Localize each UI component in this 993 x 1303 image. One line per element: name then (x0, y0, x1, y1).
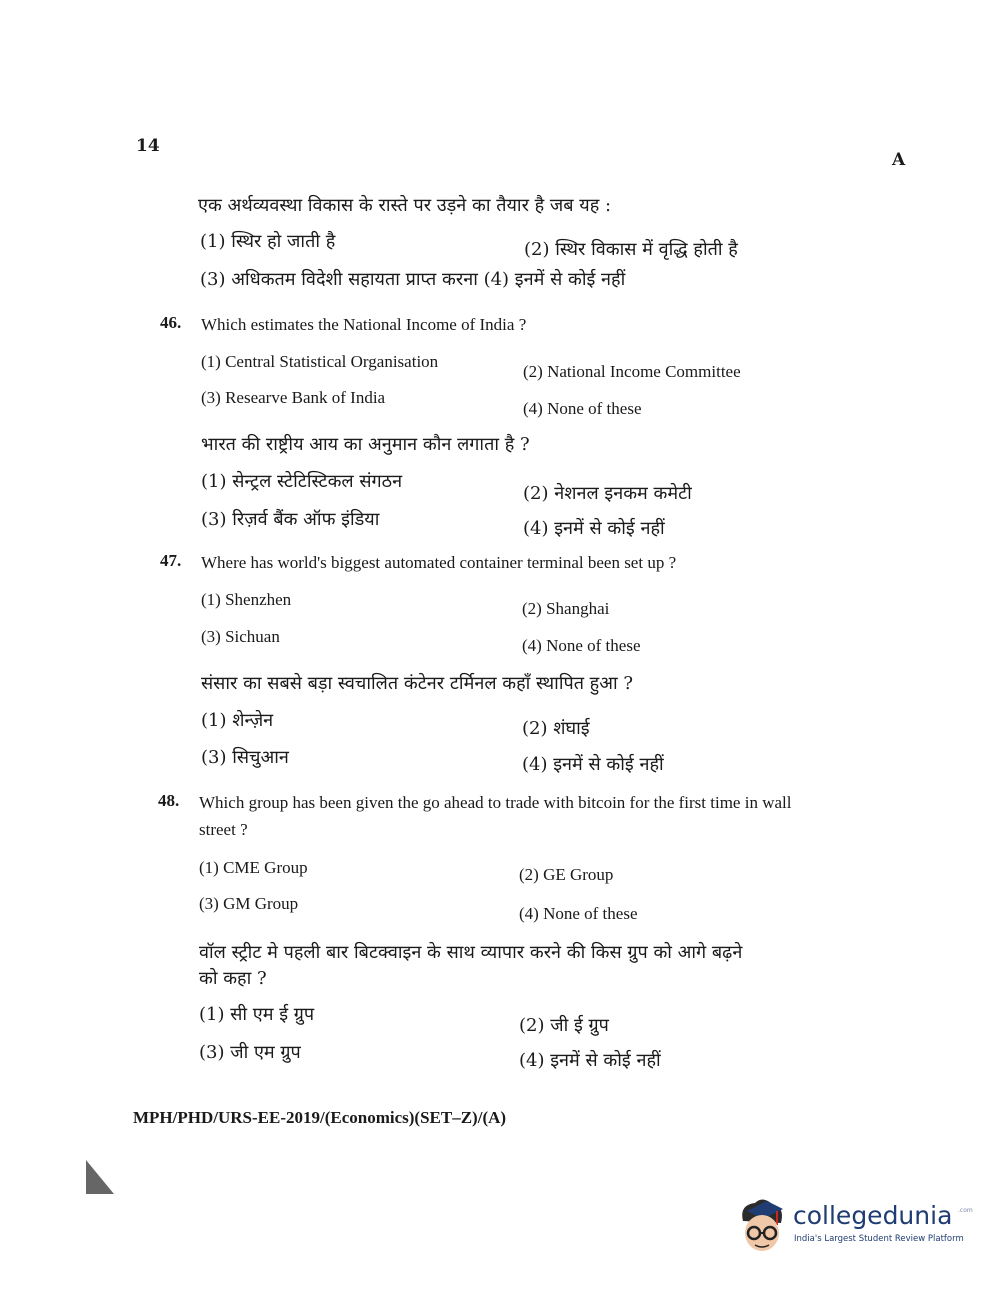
q46-option-2: (2) National Income Committee (523, 362, 741, 381)
mascot-icon (733, 1197, 789, 1257)
q48-hindi-option-3: (3) जी एम ग्रुप (199, 1042, 301, 1063)
q46-hindi-option-3: (3) रिज़र्व बैंक ऑफ इंडिया (201, 509, 380, 530)
q45-hindi-option-1: (1) स्थिर हो जाती है (200, 231, 336, 252)
q48-hindi-question-line-1: वॉल स्ट्रीट मे पहली बार बिटक्वाइन के साथ व्यापार करने की किस ग्रुप को आगे बढ़ने (199, 942, 743, 963)
collegedunia-logo[interactable] (733, 1197, 973, 1261)
page-corner-fold (86, 1160, 114, 1194)
q46-hindi-question: भारत की राष्ट्रीय आय का अनुमान कौन लगाता है ? (201, 434, 530, 455)
footer-exam-code: MPH/PHD/URS-EE-2019/(Economics)(SET–Z)/(A) (133, 1108, 507, 1127)
q46-hindi-option-1: (1) सेन्ट्रल स्टेटिस्टिकल संगठन (201, 471, 403, 492)
q45-hindi-question: एक अर्थव्यवस्था विकास के रास्ते पर उड़ने का तैयार है जब यह : (198, 195, 612, 216)
q47-hindi-option-4: (4) इनमें से कोई नहीं (522, 754, 664, 775)
q47-hindi-question: संसार का सबसे बड़ा स्वचालित कंटेनर टर्मिनल कहाँ स्थापित हुआ ? (201, 673, 634, 694)
logo-name: collegedunia (793, 1201, 953, 1230)
q47-option-1: (1) Shenzhen (201, 590, 292, 609)
q46-option-1: (1) Central Statistical Organisation (201, 352, 439, 371)
q47-hindi-option-1: (1) शेन्ज़ेन (201, 710, 274, 731)
q46-option-3: (3) Researve Bank of India (201, 388, 386, 407)
q47-option-2: (2) Shanghai (522, 599, 610, 618)
q48-option-3: (3) GM Group (199, 894, 299, 913)
q48-hindi-option-1: (1) सी एम ई ग्रुप (199, 1004, 315, 1025)
q47-hindi-option-2: (2) शंघाई (522, 718, 590, 739)
q48-question-line-1: Which group has been given the go ahead to trade with bitcoin for the first time in wall (199, 793, 792, 812)
q45-hindi-option-3-4: (3) अधिकतम विदेशी सहायता प्राप्त करना (4) इनमें से कोई नहीं (200, 269, 626, 290)
q47-hindi-option-3: (3) सिचुआन (201, 747, 289, 768)
page-number: 14 (136, 136, 160, 156)
logo-suffix: .com (958, 1207, 973, 1214)
q48-number: 48. (158, 791, 180, 810)
q48-hindi-option-2: (2) जी ई ग्रुप (519, 1015, 609, 1036)
q47-number: 47. (160, 551, 182, 570)
q46-hindi-option-2: (2) नेशनल इनकम कमेटी (523, 483, 692, 504)
q48-hindi-option-4: (4) इनमें से कोई नहीं (519, 1050, 661, 1071)
q46-hindi-option-4: (4) इनमें से कोई नहीं (523, 518, 665, 539)
q45-hindi-option-2: (2) स्थिर विकास में वृद्धि होती है (524, 239, 738, 260)
q48-question-line-2: street ? (199, 820, 248, 839)
q48-option-4: (4) None of these (519, 904, 638, 923)
logo-tagline: India's Largest Student Review Platform (794, 1234, 964, 1244)
q47-option-4: (4) None of these (522, 636, 641, 655)
q46-option-4: (4) None of these (523, 399, 642, 418)
q48-option-2: (2) GE Group (519, 865, 614, 884)
q48-option-1: (1) CME Group (199, 858, 308, 877)
q47-question: Where has world's biggest automated container terminal been set up ? (201, 553, 677, 572)
q47-option-3: (3) Sichuan (201, 627, 280, 646)
set-letter: A (892, 150, 906, 170)
q46-number: 46. (160, 313, 182, 332)
q48-hindi-question-line-2: को कहा ? (199, 968, 267, 989)
q46-question: Which estimates the National Income of India ? (201, 315, 527, 334)
